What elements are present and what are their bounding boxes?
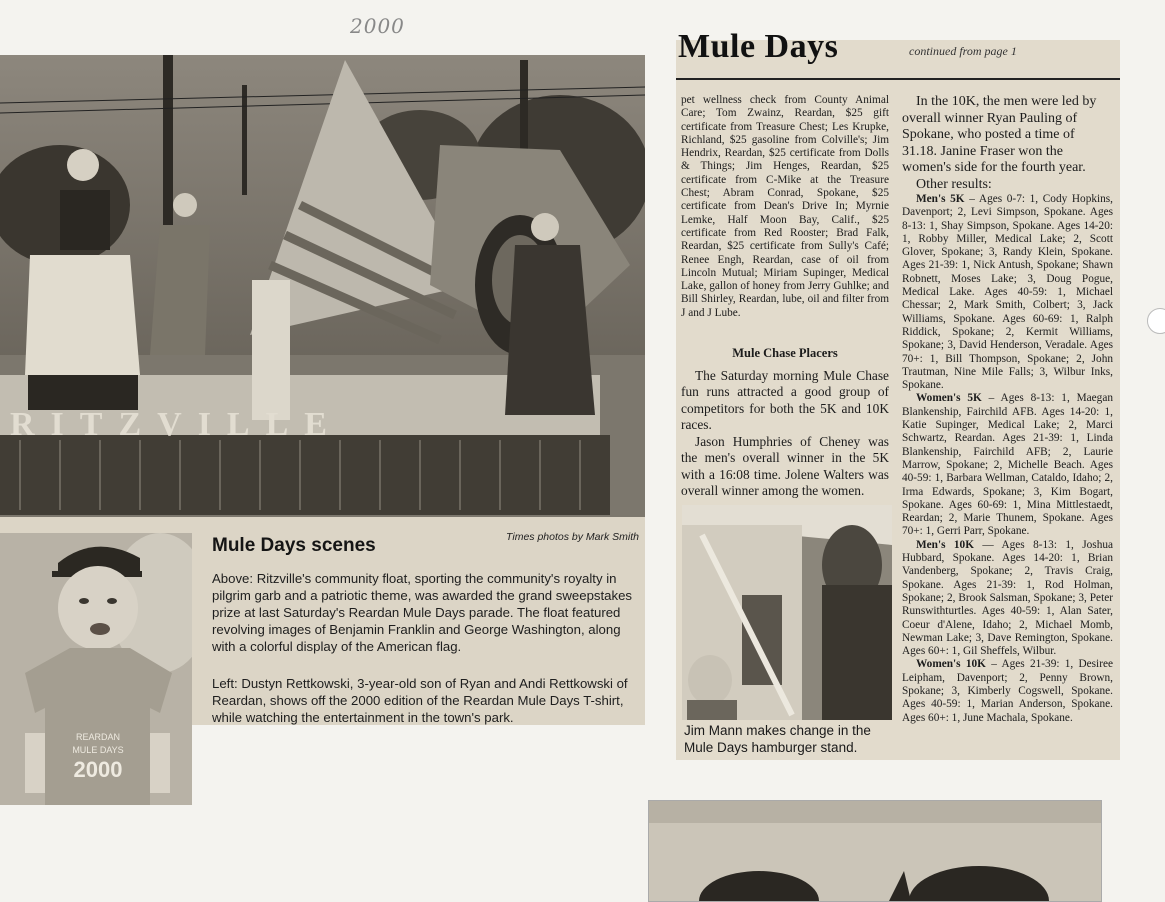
result-label: Women's 5K: [916, 392, 982, 405]
prize-list-text: pet wellness check from County Animal Care; Tom Zwainz, Reardan, $25 gift certificate from Treasure Chest; Les Krupke, Richland, $25 gasoline from Colville's; Jim Hendrix, Reardan, $25 certificate from Dolls & Things; Jim Henges, Reardan, $25 certificate from C-Mike at the Treasure Chest; Abram Conrad, Spokane, $25 certificate from Dean's Drive In; Myrnie Lemke, Half Moon Bay, Calif., $25 certificate from Red Rooster; Brad Falk, Reardan, $25 certificate from Sully's Café; Renee Engh, Reardan, case of oil from Lincoln Mutual; Miriam Supinger, Medical Lake, gallon of honey from Jerry Guhlke; and Bill Shirley, Reardan, lube, oil and filter from J and J Lube.: [681, 94, 889, 319]
svg-text:MULE DAYS: MULE DAYS: [72, 745, 124, 755]
continued-note: continued from page 1: [909, 44, 1017, 58]
other-results-label: Other results:: [916, 176, 992, 192]
left-newspaper-clipping: [0, 55, 645, 782]
photo-credit: Times photos by Mark Smith: [506, 531, 639, 543]
mule-chase-section: [681, 345, 889, 500]
caption-float: Above: Ritzville's community float, sporting the community's royalty in pilgrim garb and a patriotic theme, was awarded the grand sweepstakes prize at last Saturday's Reardan Mule Days parade. The float featured revolving images of Benjamin Franklin and George Washington, along with a colorful display of the American flag.: [212, 571, 633, 654]
results-list: [902, 193, 1113, 725]
results-column: [902, 94, 1113, 725]
result-text: – Ages 0-7: 1, Cody Hopkins, Davenport; 2, Levi Simpson, Spokane. Ages 8-13: 1, Shay Simpson, Spokane. Ages 14-20: 1, Robby Miller, Medical Lake; 2, Scott Glover, Spokane; 3, Randy Klein, Spokane. Ages 21-39: 1, Nick Antush, Spokane; Shawn Robnett, Moses Lake; 3, Doug Pogue, Medical Lake. Ages 40-59: 1, Michael Chessar; 2, Mark Smith, Colbert; 3, Jack Williams, Spokane. Ages 60-69: 1, Ralph Riddick, Spokane; 2, Kermit Williams, Spokane; 3, David Henderson, Veradale. Ages 70+: 1, Bill Thompson, Spokane; 2, John Trautman, Nine Mile Falls; 3, Wilbur Inks, Spokane.: [902, 193, 1113, 392]
svg-text:2000: 2000: [73, 757, 123, 782]
result-text: — Ages 8-13: 1, Joshua Hubbard, Spokane. Ages 14-20: 1, Brian Vandenberg, Spokane; 2, Travis Craig, Spokane. Ages 21-39: 1, Rod Holman, Spokane; 2, Brook Salsman, Spokane; 3, Peter Runswithturtles. Ages 40-59: 1, Alan Sater, Coeur d'Alene, Idaho; 2, Michael Momb, Newman Lake; 3, Dave Remington, Spokane. Ages 60+: 1, Gil Sheffels, Wilbur.: [902, 538, 1113, 658]
handwritten-year-annotation: 2000: [350, 14, 405, 38]
hamburger-stand-photo: [682, 505, 892, 720]
result-entry: [902, 193, 1113, 392]
prize-list-column: [681, 94, 889, 320]
svg-text:REARDAN: REARDAN: [75, 732, 121, 742]
float-banner-letters: RITZVILLE: [10, 406, 343, 443]
chase-paragraph-1: The Saturday morning Mule Chase fun runs attracted a good group of competitors for both the 5K and 10K races.: [681, 367, 889, 432]
result-entry: [902, 658, 1113, 724]
subhead-mule-chase: Mule Chase Placers: [732, 346, 838, 360]
result-label: Women's 10K: [916, 658, 986, 671]
headline-mule-days-scenes: Mule Days scenes: [212, 535, 376, 556]
result-entry: [902, 392, 1113, 538]
photo-caption-box: [200, 525, 645, 725]
caption-boy: Left: Dustyn Rettkowski, 3-year-old son of Ryan and Andi Rettkowski of Reardan, shows off the 2000 edition of the Reardan Mule Days T-shirt, while watching the entertainment in the town's park.: [212, 676, 628, 725]
parade-float-photo: [0, 55, 645, 517]
result-text: – Ages 8-13: 1, Maegan Blankenship, Fairchild AFB. Ages 14-20: 1, Katie Supinger, Medical Lake; 2, Marci Schwartz, Reardan. Ages 21-39: 1, Linda Blankenship, Fairchild AFB; 2, Laurie Marrow, Spokane; 2, Michelle Beach. Ages 40-59: 1, Barbara Wellman, Cataldo, Idaho; 2, Irma Edwards, Spokane; 3, Kim Bogart, Spokane. Ages 60-69: 1, Mina Mittlestaedt, Reardan; 2, Marie Thunem, Spokane. Ages 70+: 1, Gerri Parr, Spokane.: [902, 392, 1113, 538]
binder-hole: [1147, 308, 1165, 334]
boy-tshirt-photo: [0, 533, 192, 805]
10k-summary: In the 10K, the men were led by overall winner Ryan Pauling of Spokane, who posted a time of 31.18. Janine Fraser won the women's side for the fourth year.: [902, 94, 1097, 175]
hamburger-caption: Jim Mann makes change in the Mule Days hamburger stand.: [684, 723, 871, 755]
result-text: – Ages 21-39: 1, Desiree Leipham, Davenport; 2, Penny Brown, Spokane; 3, Kimberly Cogswell, Spokane. Ages 40-59: 1, Marian Anderson, Spokane. Ages 60+: 1, June Machala, Spokane.: [902, 658, 1113, 724]
masthead: [676, 28, 1120, 80]
headline-mule-days: Mule Days: [678, 28, 839, 65]
chase-paragraph-2: Jason Humphries of Cheney was the men's overall winner in the 5K with a 16:08 time. Jolene Walters was overall winner among the women.: [681, 433, 889, 498]
result-label: Men's 5K: [916, 193, 965, 205]
result-entry: [902, 539, 1113, 659]
partial-bottom-clipping: [648, 800, 1102, 902]
result-label: Men's 10K: [916, 538, 974, 551]
